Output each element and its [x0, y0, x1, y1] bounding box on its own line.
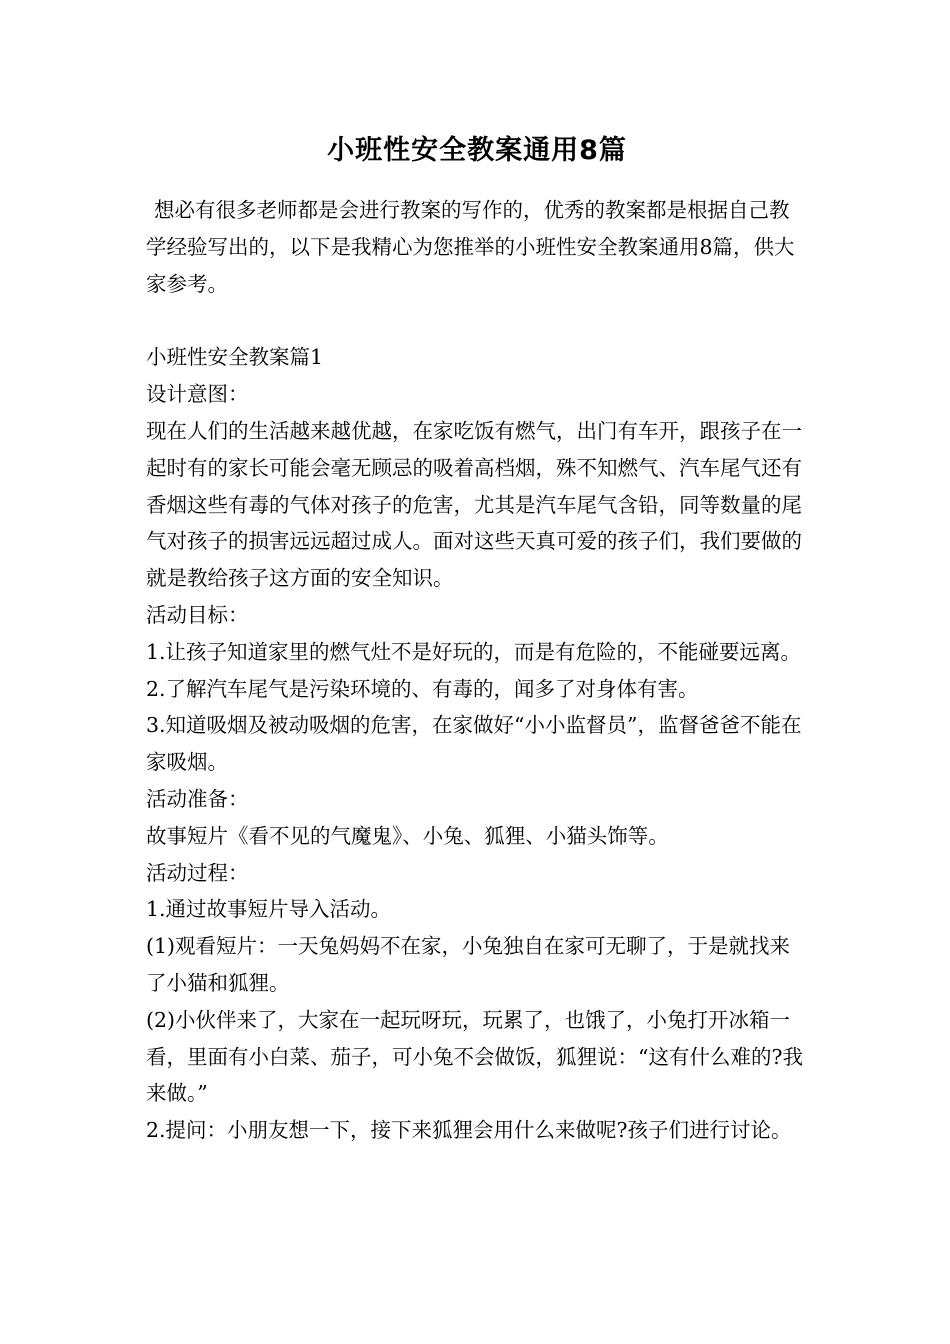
process-step: (1)观看短片：一天兔妈妈不在家，小兔独自在家可无聊了，于是就找来了小猫和狐狸。 — [146, 934, 791, 995]
document-title: 小班性安全教案通用8篇 — [327, 135, 627, 166]
process-step: (2)小伙伴来了，大家在一起玩呀玩，玩累了，也饿了，小兔打开冰箱一看，里面有小白菜、茄子，可小兔不会做饭，狐狸说：“这有什么难的?我来做。” — [146, 1007, 803, 1106]
activity-prep-paragraph: 故事短片《看不见的气魔鬼》、小兔、狐狸、小猫头饰等。 — [146, 823, 669, 848]
goal-item: 2.了解汽车尾气是污染环境的、有毒的，闻多了对身体有害。 — [146, 676, 699, 701]
activity-goals-label: 活动目标： — [146, 602, 249, 627]
intro-paragraph: 想必有很多老师都是会进行教案的写作的，优秀的教案都是根据自己教学经验写出的，以下是我精心为您推举的小班性安全教案通用8篇，供大家参考。 — [146, 198, 795, 296]
activity-process-label: 活动过程： — [146, 860, 249, 885]
goal-item: 1.让孩子知道家里的燃气灶不是好玩的，而是有危险的，不能碰要远离。 — [146, 639, 802, 664]
design-intent-label: 设计意图： — [146, 382, 249, 407]
section-heading: 小班性安全教案篇1 — [146, 345, 324, 370]
activity-prep-label: 活动准备： — [146, 786, 249, 811]
document-body — [146, 128, 808, 1149]
paragraph-spacer — [146, 302, 808, 339]
goal-item: 3.知道吸烟及被动吸烟的危害，在家做好“小小监督员”，监督爸爸不能在家吸烟。 — [146, 713, 802, 775]
design-intent-paragraph: 现在人们的生活越来越优越，在家吃饭有燃气，出门有车开，跟孩子在一起时有的家长可能会毫无顾忌的吸着高档烟，殊不知燃气、汽车尾气还有香烟这些有毒的气体对孩子的危害，尤其是汽车尾气含铅，同等数量的尾气对孩子的损害远远超过成人。面对这些天真可爱的孩子们，我们要做的就是教给孩子这方面的安全知识。 — [146, 418, 802, 591]
process-step: 1.通过故事短片导入活动。 — [146, 897, 392, 922]
process-step: 2.提问：小朋友想一下，接下来狐狸会用什么来做呢?孩子们进行讨论。 — [146, 1118, 792, 1143]
